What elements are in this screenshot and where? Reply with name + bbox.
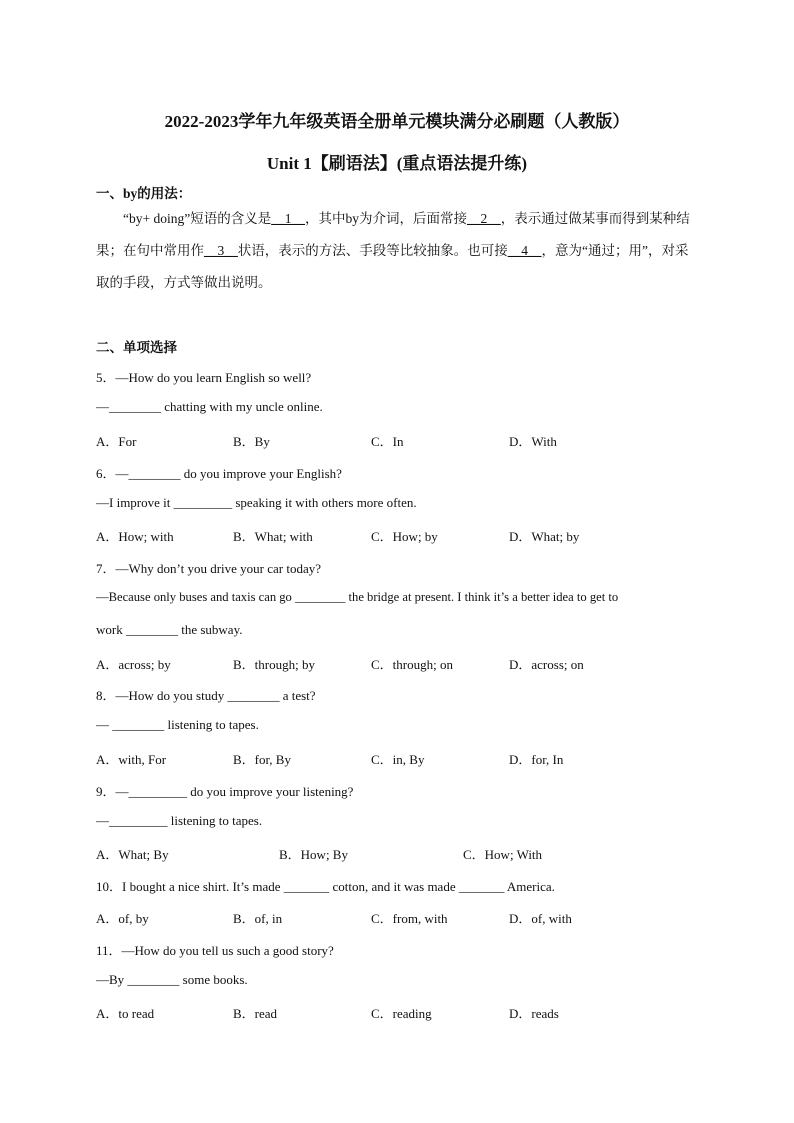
option-a: A．across; by: [96, 657, 171, 672]
question-line: — ________ listening to tapes.: [96, 717, 259, 732]
para-text: 状语，表示的方法、手段等比较抽象。也可接: [237, 243, 508, 258]
para-text: “by+ doing”短语的含义是: [123, 211, 272, 226]
option-c: C．reading: [371, 1006, 432, 1021]
question-line: —Because only buses and taxis can go ________ the bridge at present. I think it’s a better idea to get to: [96, 590, 619, 604]
question-line: —________ chatting with my uncle online.: [96, 399, 323, 414]
blank-2: __2__: [466, 211, 501, 226]
blank-4: __4__: [507, 243, 542, 258]
option-a: A．to read: [96, 1006, 155, 1021]
question-line: —By ________ some books.: [96, 972, 248, 987]
option-a: A．with, For: [96, 752, 167, 767]
option-c: C．How; With: [463, 847, 543, 862]
option-b: B．By: [233, 434, 270, 449]
option-c: C．In: [371, 434, 404, 449]
option-b: B．read: [233, 1006, 278, 1021]
question-stem: 6．—________ do you improve your English?: [96, 466, 342, 481]
question-line: —I improve it _________ speaking it with others more often.: [96, 495, 417, 510]
question-stem: 9．—_________ do you improve your listening?: [96, 784, 354, 799]
question-stem: 10．I bought a nice shirt. It’s made _______ cotton, and it was made _______ America.: [96, 879, 555, 894]
question-line: work ________ the subway.: [96, 622, 243, 637]
option-c: C．through; on: [371, 657, 453, 672]
question-stem: 5．—How do you learn English so well?: [96, 370, 312, 385]
option-d: D．What; by: [509, 529, 580, 544]
question-stem: 11．—How do you tell us such a good story?: [96, 943, 334, 958]
para-text: ，其中by为介词，后面常接: [304, 211, 467, 226]
option-d: D．reads: [509, 1006, 559, 1021]
option-d: D．With: [509, 434, 557, 449]
para-text: ，表示通过做某事而得到某种结果；在句中常用作: [96, 211, 690, 258]
question-stem: 8．—How do you study ________ a test?: [96, 688, 316, 703]
question-stem: 7．—Why don’t you drive your car today?: [96, 561, 322, 576]
option-c: C．from, with: [371, 911, 448, 926]
section-heading-by-usage: 一、by的用法：: [96, 186, 192, 201]
option-d: D．across; on: [509, 657, 584, 672]
blank-1: __1__: [271, 211, 305, 226]
section-heading-single-choice: 二、单项选择: [96, 340, 177, 355]
option-a: A．For: [96, 434, 137, 449]
option-a: A．of, by: [96, 911, 149, 926]
option-c: C．in, By: [371, 752, 425, 767]
option-d: D．of, with: [509, 911, 572, 926]
option-b: B．of, in: [233, 911, 283, 926]
option-d: D．for, In: [509, 752, 564, 767]
option-a: A．What; By: [96, 847, 169, 862]
para-text: ，意为“通过；用”，对采取的手段，方式等做出说明。: [96, 243, 689, 290]
page-subtitle: Unit 1【刷语法】(重点语法提升练): [266, 154, 528, 173]
question-line: —_________ listening to tapes.: [96, 813, 263, 828]
option-a: A．How; with: [96, 529, 174, 544]
option-c: C．How; by: [371, 529, 438, 544]
by-usage-paragraph: [96, 203, 700, 299]
option-b: B．for, By: [233, 752, 291, 767]
page-title: 2022-2023学年九年级英语全册单元模块满分必刷题（人教版）: [164, 112, 630, 131]
option-b: B．through; by: [233, 657, 315, 672]
blank-3: __3__: [204, 243, 238, 258]
option-b: B．How; By: [279, 847, 348, 862]
option-b: B．What; with: [233, 529, 313, 544]
